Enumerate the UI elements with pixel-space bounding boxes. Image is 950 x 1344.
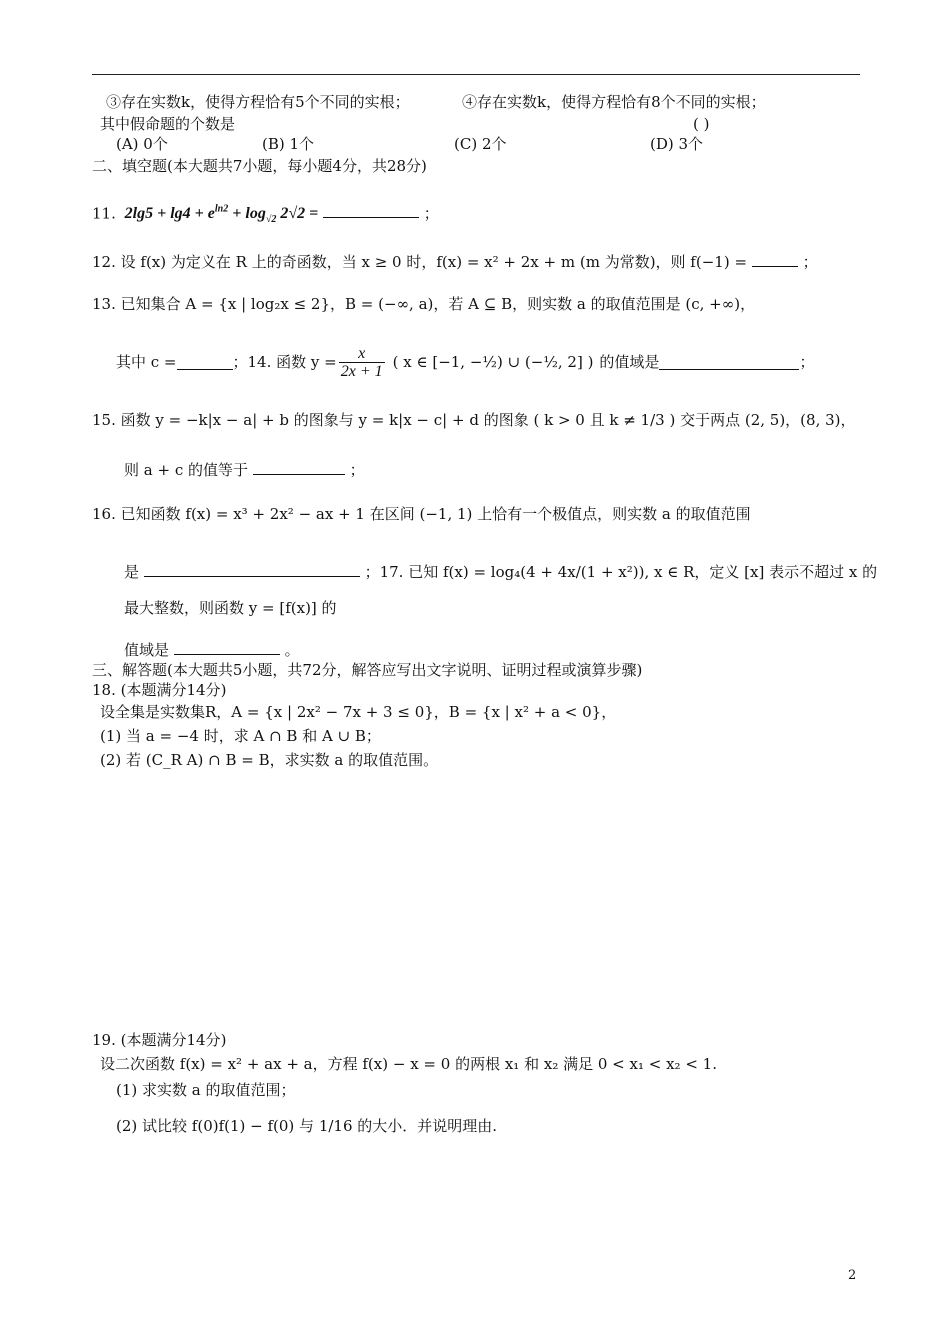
mc-question: 其中假命题的个数是	[100, 115, 236, 133]
option-d: (D) 3个	[650, 135, 704, 153]
option-b: (B) 1个	[262, 135, 315, 153]
q14-numerator: x	[339, 345, 385, 363]
q19-title: 19. (本题满分14分)	[92, 1031, 227, 1049]
q18-part-1: (1) 当 a = −4 时，求 A ∩ B 和 A ∪ B；	[100, 727, 381, 745]
q13-text: 13. 已知集合 A = {x | log₂x ≤ 2}，B = (−∞, a)，若 A ⊆ B，则实数 a 的取值范围是 (c, +∞)，	[92, 295, 756, 313]
section-3-title: 三、解答题(本大题共5小题，共72分，解答应写出文字说明、证明过程或演算步骤)	[92, 661, 643, 679]
q13-q14	[116, 340, 814, 384]
q11-answer-blank[interactable]	[323, 203, 419, 218]
q19-part-2: (2) 试比较 f(0)f(1) − f(0) 与 1/16 的大小．并说明理由.	[116, 1117, 498, 1135]
page-number: 2	[848, 1268, 857, 1283]
option-c: (C) 2个	[454, 135, 507, 153]
q17-tail: 。	[284, 641, 300, 659]
q12-tail: ；	[802, 253, 818, 271]
q11-tail: ；	[423, 204, 439, 223]
q17-answer-blank[interactable]	[174, 640, 280, 655]
q11-number: 11.	[92, 204, 116, 223]
q14-lead: ；14. 函数 y =	[232, 353, 337, 371]
q11-expression: $2\lg 5 + \lg 4 + e^{ln2} + \log_{√2} 2√2$ =	[120, 204, 319, 226]
q14-denominator: 2x + 1	[340, 362, 383, 380]
q17-text-2: 最大整数，则函数 y = [f(x)] 的	[124, 599, 337, 617]
q19-setup: 设二次函数 f(x) = x² + ax + a，方程 f(x) − x = 0 的两根 x₁ 和 x₂ 满足 0 < x₁ < x₂ < 1.	[100, 1055, 717, 1073]
q17-lead: 值域是	[124, 641, 170, 659]
statement-3: ③存在实数k，使得方程恰有5个不同的实根；	[106, 93, 410, 111]
q14-tail: ；	[799, 353, 815, 371]
q14-fraction	[339, 345, 385, 380]
q15-tail: ；	[349, 461, 365, 479]
q12-text: 12. 设 f(x) 为定义在 R 上的奇函数，当 x ≥ 0 时，f(x) = x² + 2x + m (m 为常数)，则 f(−1) =	[92, 253, 748, 271]
q11	[92, 200, 439, 231]
q15-lead: 则 a + c 的值等于	[124, 461, 248, 479]
q15-answer-line	[124, 460, 365, 480]
q14-answer-blank[interactable]	[659, 355, 799, 370]
q18-title: 18. (本题满分14分)	[92, 681, 227, 699]
q15-answer-blank[interactable]	[253, 460, 345, 475]
q15-text: 15. 函数 y = −k|x − a| + b 的图象与 y = k|x − c| + d 的图象 ( k > 0 且 k ≠ 1/3 ) 交于两点 (2, 5)，(8, 3)，	[92, 411, 856, 429]
q16-q17	[124, 562, 877, 582]
q16-answer-blank[interactable]	[144, 562, 360, 577]
q16-lead: 是	[124, 563, 140, 581]
q14-domain: ( x ∈ [−1, −½) ∪ (−½, 2] )	[392, 353, 594, 371]
section-2-title: 二、填空题(本大题共7小题，每小题4分，共28分)	[92, 157, 427, 175]
q16-text: 16. 已知函数 f(x) = x³ + 2x² − ax + 1 在区间 (−1, 1) 上恰有一个极值点，则实数 a 的取值范围	[92, 505, 751, 523]
option-a: (A) 0个	[116, 135, 168, 153]
q17-answer-line	[124, 640, 300, 660]
statement-4: ④存在实数k，使得方程恰有8个不同的实根；	[462, 93, 766, 111]
q14-range-label: 的值域是	[599, 353, 660, 371]
q12-answer-blank[interactable]	[752, 252, 798, 267]
q17-text: ；17. 已知 f(x) = log₄(4 + 4x/(1 + x²)), x ∈ R，定义 [x] 表示不超过 x 的	[364, 563, 878, 581]
q13-answer-blank[interactable]	[177, 355, 233, 370]
answer-paren: ( )	[693, 115, 710, 133]
q12	[92, 252, 818, 272]
q18-part-2: (2) 若 (C_R A) ∩ B = B，求实数 a 的取值范围。	[100, 751, 439, 769]
q13-c-label: 其中 c =	[116, 353, 177, 371]
q19-part-1: (1) 求实数 a 的取值范围；	[116, 1081, 296, 1099]
q18-setup: 设全集是实数集R，A = {x | 2x² − 7x + 3 ≤ 0}，B = {x | x² + a < 0}，	[100, 703, 617, 721]
header-rule	[92, 74, 860, 75]
